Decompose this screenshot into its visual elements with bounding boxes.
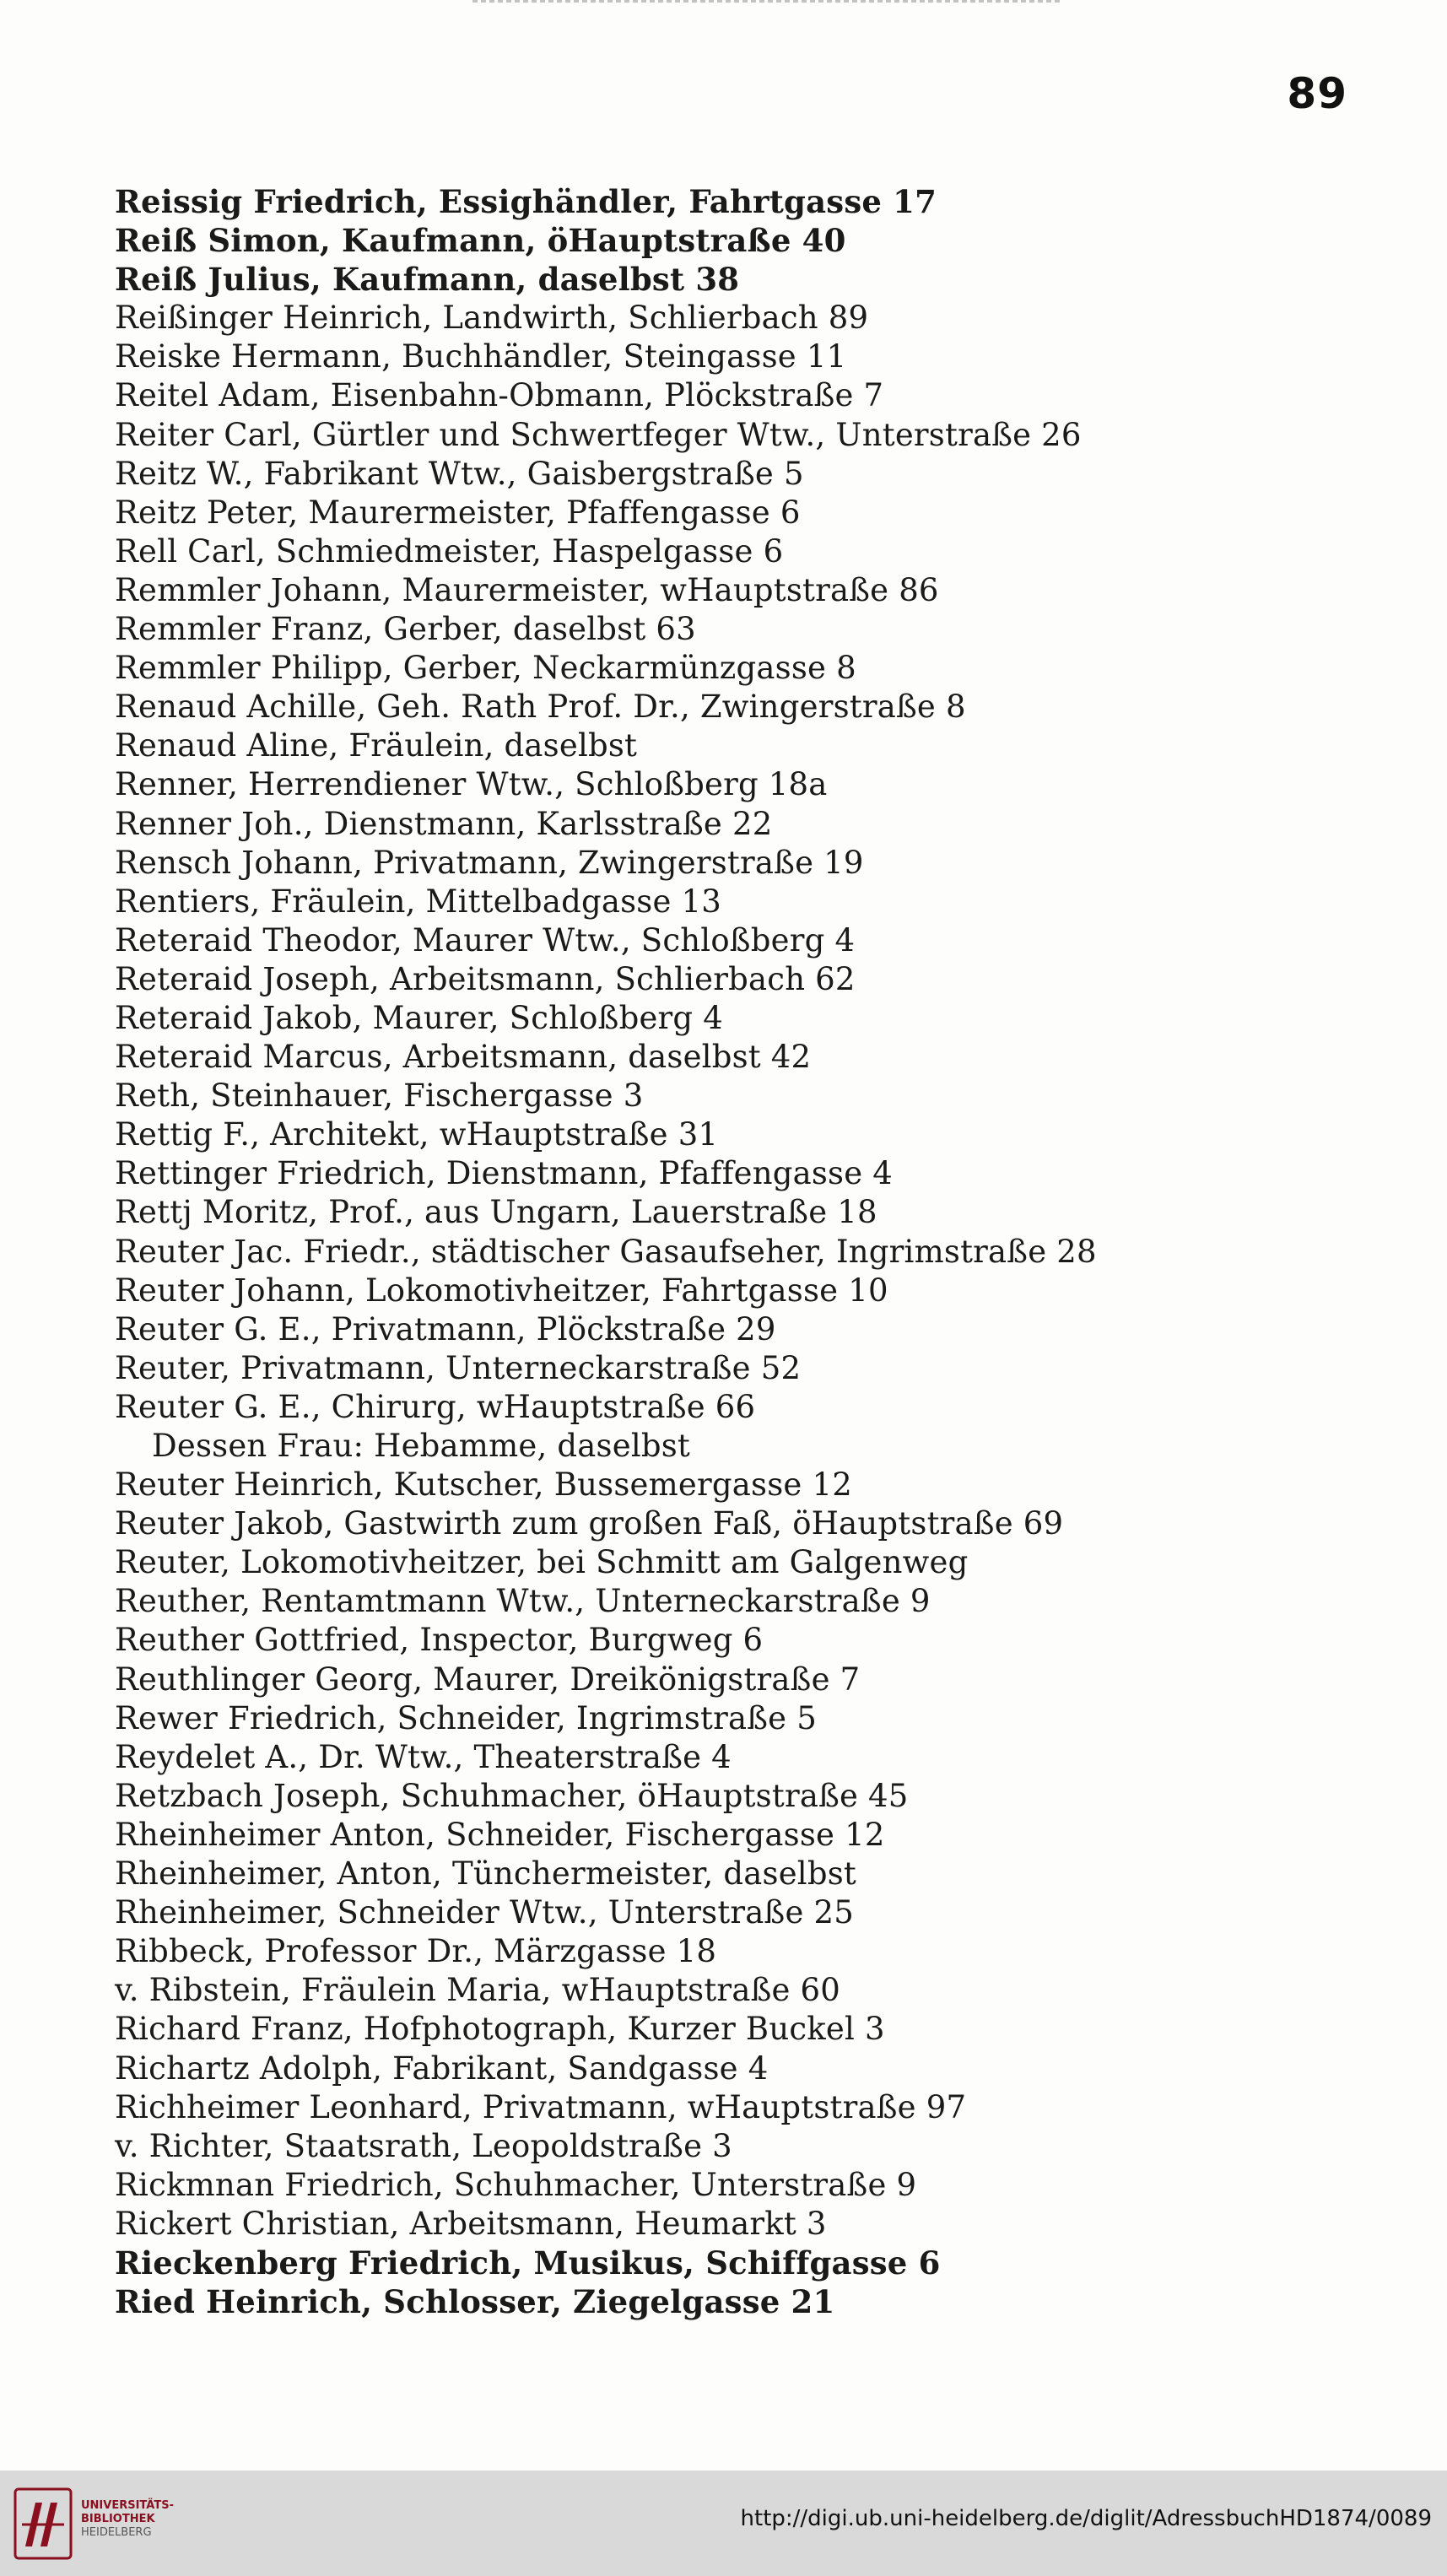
directory-entry: Rettig F., Architekt, wHauptstraße 31	[115, 1116, 719, 1153]
directory-entry: Renaud Achille, Geh. Rath Prof. Dr., Zwingerstraße 8	[115, 689, 966, 726]
directory-entry: Reuter, Lokomotivheitzer, bei Schmitt am Galgenweg	[115, 1544, 969, 1581]
directory-entry: Reuther, Rentamtmann Wtw., Unterneckarstraße 9	[115, 1583, 931, 1620]
directory-entry: Reuthlinger Georg, Maurer, Dreikönigstraße 7	[115, 1661, 861, 1698]
directory-entry: Reuter Jac. Friedr., städtischer Gasaufseher, Ingrimstraße 28	[115, 1233, 1097, 1270]
directory-entry: Rieckenberg Friedrich, Musikus, Schiffgasse 6	[115, 2244, 941, 2282]
page-number: 89	[1287, 69, 1347, 118]
directory-entry: Remmler Johann, Maurermeister, wHauptstraße 86	[115, 571, 939, 608]
directory-entry: Reteraid Joseph, Arbeitsmann, Schlierbach 62	[115, 960, 856, 997]
directory-entry: Renaud Aline, Fräulein, daselbst	[115, 727, 638, 764]
library-name-line2: BIBLIOTHEK	[81, 2513, 155, 2525]
directory-entry: Rensch Johann, Privatmann, Zwingerstraße 19	[115, 844, 864, 881]
directory-entry: Remmler Philipp, Gerber, Neckarmünzgasse 8	[115, 650, 856, 687]
directory-entry: Richartz Adolph, Fabrikant, Sandgasse 4	[115, 2049, 769, 2087]
directory-entry: Rentiers, Fräulein, Mittelbadgasse 13	[115, 883, 722, 920]
page-edge-rule	[472, 0, 1063, 3]
directory-entry: Reissig Friedrich, Essighändler, Fahrtgasse 17	[115, 183, 937, 220]
directory-entry: Rettinger Friedrich, Dienstmann, Pfaffengasse 4	[115, 1155, 894, 1192]
library-name-line1: UNIVERSITÄTS-	[81, 2499, 174, 2512]
directory-entry: Rewer Friedrich, Schneider, Ingrimstraße 5	[115, 1699, 817, 1736]
directory-entry: Dessen Frau: Hebamme, daselbst	[152, 1428, 690, 1464]
directory-entry: Reuter Heinrich, Kutscher, Bussemergasse 12	[115, 1466, 852, 1504]
directory-entry: Reitz Peter, Maurermeister, Pfaffengasse 6	[115, 494, 801, 531]
directory-entry: Reiß Simon, Kaufmann, öHauptstraße 40	[115, 222, 846, 260]
directory-entry: Rell Carl, Schmiedmeister, Haspelgasse 6	[115, 532, 784, 570]
directory-entry: Reteraid Theodor, Maurer Wtw., Schloßberg 4	[115, 921, 856, 959]
footer-bar	[0, 2471, 1447, 2576]
directory-entry: Reiter Carl, Gürtler und Schwertfeger Wtw., Unterstraße 26	[115, 416, 1082, 453]
directory-entry: Reitel Adam, Eisenbahn-Obmann, Plöckstraße 7	[115, 377, 884, 414]
directory-entry: Reuter Jakob, Gastwirth zum großen Faß, öHauptstraße 69	[115, 1505, 1064, 1542]
directory-entry: Retzbach Joseph, Schuhmacher, öHauptstraße 45	[115, 1777, 909, 1814]
directory-entry: v. Ribstein, Fräulein Maria, wHauptstraße 60	[115, 1972, 841, 2009]
directory-entry: Rheinheimer Anton, Schneider, Fischergasse 12	[115, 1816, 885, 1853]
library-name-line3: HEIDELBERG	[81, 2526, 152, 2539]
directory-entry: Richard Franz, Hofphotograph, Kurzer Buckel 3	[115, 2011, 885, 2048]
directory-entry: Reteraid Marcus, Arbeitsmann, daselbst 42	[115, 1039, 812, 1076]
directory-entry: Rheinheimer, Anton, Tünchermeister, daselbst	[115, 1855, 856, 1893]
library-seal-icon	[13, 2487, 73, 2560]
directory-entry: Reth, Steinhauer, Fischergasse 3	[115, 1077, 644, 1115]
directory-entry: v. Richter, Staatsrath, Leopoldstraße 3	[115, 2127, 732, 2164]
directory-entry: Renner, Herrendiener Wtw., Schloßberg 18a	[115, 766, 828, 803]
directory-entry: Reuter G. E., Privatmann, Plöckstraße 29	[115, 1310, 776, 1347]
directory-entries	[115, 182, 1097, 2321]
directory-entry: Reuter G. E., Chirurg, wHauptstraße 66	[115, 1388, 756, 1425]
directory-entry: Reuter, Privatmann, Unterneckarstraße 52	[115, 1349, 802, 1386]
directory-entry: Rickert Christian, Arbeitsmann, Heumarkt 3	[115, 2205, 827, 2242]
directory-entry: Rettj Moritz, Prof., aus Ungarn, Lauerstraße 18	[115, 1194, 877, 1231]
directory-entry: Remmler Franz, Gerber, daselbst 63	[115, 611, 696, 648]
library-logo[interactable]	[13, 2487, 191, 2563]
library-name	[81, 2499, 174, 2540]
directory-entry: Reteraid Jakob, Maurer, Schloßberg 4	[115, 999, 724, 1036]
directory-entry: Reißinger Heinrich, Landwirth, Schlierbach 89	[115, 300, 869, 337]
directory-entry: Reiske Hermann, Buchhändler, Steingasse 11	[115, 338, 847, 375]
directory-entry: Reuter Johann, Lokomotivheitzer, Fahrtgasse 10	[115, 1272, 888, 1309]
directory-entry: Reiß Julius, Kaufmann, daselbst 38	[115, 261, 740, 299]
directory-entry: Reuther Gottfried, Inspector, Burgweg 6	[115, 1622, 764, 1659]
directory-entry: Renner Joh., Dienstmann, Karlsstraße 22	[115, 805, 773, 842]
directory-entry: Ribbeck, Professor Dr., Märzgasse 18	[115, 1933, 717, 1970]
directory-entry: Rheinheimer, Schneider Wtw., Unterstraße 25	[115, 1894, 855, 1931]
directory-entry: Reydelet A., Dr. Wtw., Theaterstraße 4	[115, 1738, 732, 1775]
directory-entry: Ried Heinrich, Schlosser, Ziegelgasse 21	[115, 2283, 835, 2321]
directory-entry: Reitz W., Fabrikant Wtw., Gaisbergstraße 5	[115, 455, 804, 492]
directory-entry: Rickmnan Friedrich, Schuhmacher, Unterstraße 9	[115, 2166, 917, 2203]
directory-entry: Richheimer Leonhard, Privatmann, wHauptstraße 97	[115, 2088, 967, 2125]
source-url-link[interactable]: http://digi.ub.uni-heidelberg.de/diglit/AdressbuchHD1874/0089	[740, 2506, 1432, 2531]
